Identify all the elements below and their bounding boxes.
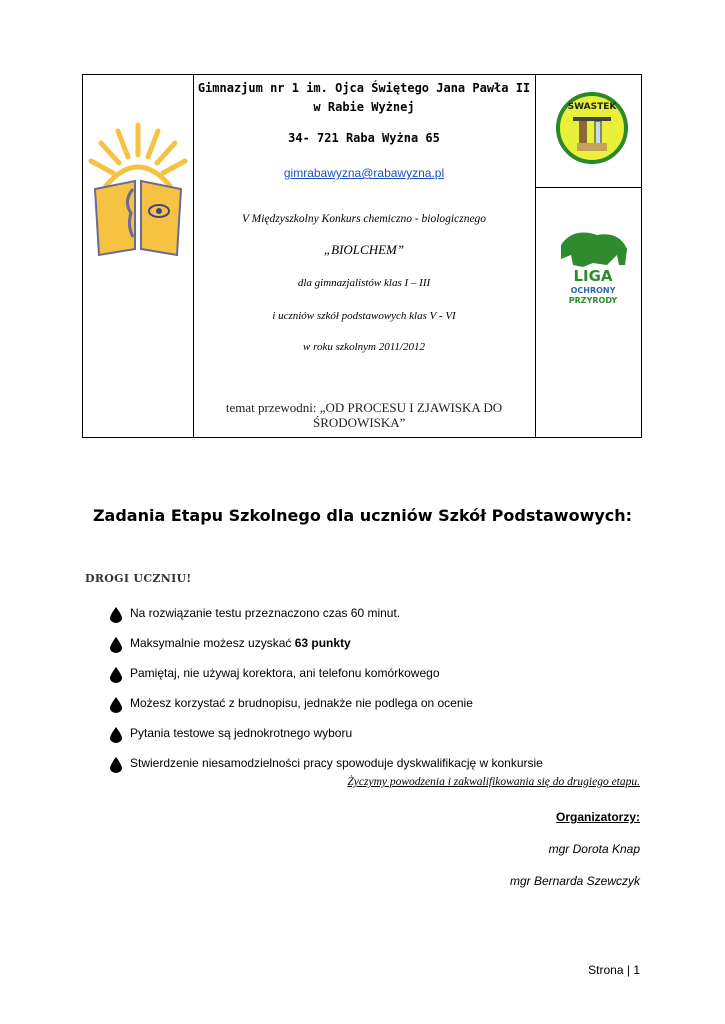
rule-text-part: Pamiętaj, nie używaj korektora, ani telefonu komórkowego [130, 666, 440, 680]
theme-line1: temat przewodni: „OD PROCESU I ZJAWISKA DO [225, 400, 503, 415]
rule-text [130, 636, 351, 650]
rule-text [130, 756, 543, 770]
list-item [108, 696, 543, 726]
rules-list [108, 606, 543, 786]
list-item [108, 666, 543, 696]
rule-text [130, 726, 352, 740]
drop-bullet-icon [108, 727, 124, 743]
drop-bullet-icon [108, 757, 124, 773]
drop-bullet-icon [108, 697, 124, 713]
rule-text [130, 666, 440, 680]
rule-text-part: Pytania testowe są jednokrotnego wyboru [130, 726, 353, 740]
contest-theme [193, 400, 535, 430]
school-year: w roku szkolnym 2011/2012 [303, 341, 425, 353]
rule-text-part: Maksymalnie możesz uzyskać [130, 636, 295, 650]
drop-bullet-icon [108, 637, 124, 653]
contest-name: „BIOLCHEM” [323, 242, 405, 257]
swastek-logo-text: SWASTEK [567, 102, 617, 112]
classes-line1: dla gimnazjalistów klas I – III [297, 277, 431, 289]
rule-text [130, 606, 400, 620]
organizers-label: Organizatorzy: [555, 810, 640, 824]
list-item [108, 636, 543, 666]
main-title: Zadania Etapu Szkolnego dla uczniów Szkół Podstawowych: [92, 506, 633, 525]
school-address: 34- 721 Raba Wyżna 65 [288, 131, 440, 145]
list-item [108, 726, 543, 756]
drop-bullet-icon [108, 607, 124, 623]
rule-bold-part: 63 punkty [294, 636, 351, 650]
classes-line2: i uczniów szkół podstawowych klas V - VI [272, 310, 456, 322]
table-divider [535, 75, 536, 437]
email-link[interactable]: gimrabawyzna@rabawyzna.pl [283, 166, 445, 180]
przyrody-logo-text: PRZYRODY [568, 296, 618, 305]
contest-title: V Międzyszkolny Konkurs chemiczno - biologicznego [241, 213, 487, 225]
theme-line2: ŚRODOWISKA” [313, 415, 406, 430]
organizer-name: mgr Bernarda Szewczyk [509, 874, 640, 888]
greeting: DROGI UCZNIU! [85, 572, 192, 585]
list-item [108, 606, 543, 636]
liga-ochrony-przyrody-logo-icon [553, 225, 633, 315]
rule-text-part: Stwierdzenie niesamodzielności pracy spowoduje dyskwalifikację w konkursie [130, 756, 543, 770]
school-name [193, 79, 535, 117]
school-logo-sun-book-icon [85, 117, 191, 257]
organizer-name: mgr Dorota Knap [548, 842, 640, 856]
page-footer: Strona | 1 [588, 963, 640, 977]
drop-bullet-icon [108, 667, 124, 683]
ochrony-logo-text: OCHRONY [570, 286, 616, 295]
header-table [82, 74, 642, 438]
rule-text-part: Na rozwiązanie testu przeznaczono czas 60 minut. [130, 606, 401, 620]
wish-text: Życzymy powodzenia i zakwalifikowania się do drugiego etapu. [347, 776, 640, 788]
school-name-line2: w Rabie Wyżnej [313, 100, 415, 114]
rule-text-part: Możesz korzystać z brudnopisu, jednakże nie podlega on ocenie [130, 696, 473, 710]
school-name-line1: Gimnazjum nr 1 im. Ojca Świętego Jana Pawła II [197, 81, 531, 95]
liga-logo-text: LIGA [573, 267, 613, 285]
swastek-logo-icon [555, 91, 629, 165]
table-divider [535, 187, 642, 188]
rule-text [130, 696, 473, 710]
